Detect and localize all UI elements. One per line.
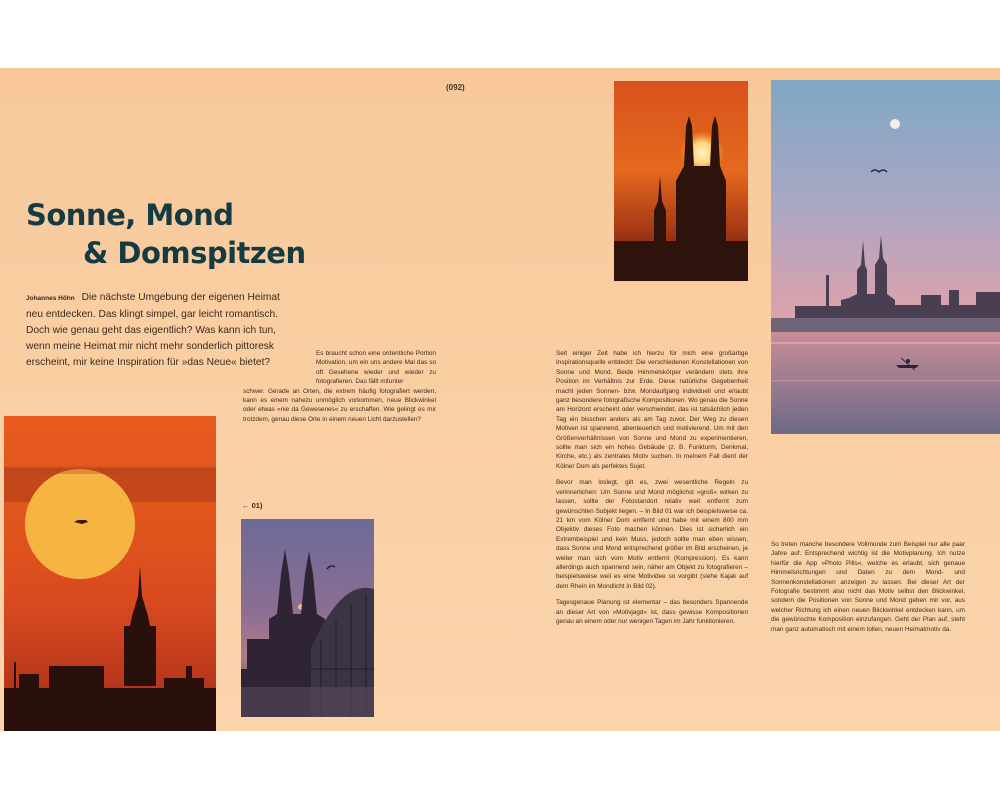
body-column-1 <box>243 349 436 424</box>
column-1-text: schwer. Gerade an Orten, die extrem häufig fotografiert werden, kann es einem nahezu unmöglich vorkommen, neue Blickwinkel oder etwas »nie da Gewesenes« zu erschaffen. Wie gelingt es mir trotzdem, genau diese Orte in einem neuen Licht darzustellen? <box>243 387 436 423</box>
column-2-paragraph-1: Seit einiger Zeit habe ich hierzu für mich eine großartige Inspirationsquelle entdeckt: Die verschiedenen Konstellationen von Sonne und Mond. Beide Himmelskörper verändern stets ihre Position im Verhältnis zur Erde. Diese natürliche Gegebenheit macht jeden Sonnen- bzw. Mondaufgang individuell und erlaubt ganz besondere fotografische Kompositionen. Wo genau die Sonne am Horizont erscheint oder verschwindet, das ist tatsächlich jeden Tag ein bisschen anders als am Tag zuvor. Der Weg zu diesen Motiven ist spannend, abenteuerlich und motivierend. Um mit den Größenverhältnissen von Sonne und Mond zu experimentieren, sollte man sich ein hohes Gebäude (z. B. Funkturm, Denkmal, Kirche, etc.) als zentrales Motiv suchen. In meinem Fall dient der Kölner Dom als perfektes Sujet. <box>556 350 748 470</box>
column-2-paragraph-2: Bevor man loslegt, gilt es, zwei wesentliche Regeln zu verinnerlichen: Um Sonne und Mond möglichst »groß« wirken zu lassen, sollte der Fotostandort relativ weit entfernt zum gewünschten Subjekt liegen. – In Bild 01 war ich beispielsweise ca. 21 km vom Kölner Dom entfernt und habe mit einem 800 mm Objektiv dieses Foto machen können. Dies ist sicherlich ein Extrembeispiel und kein Muss, jedoch sollte man eben wissen, dass Sonne und Mond entsprechend größer im Bild erscheinen, je weiter man sich vom Motiv entfernt (Kompression). Es kann allerdings auch spannend sein, näher am Objekt zu fotografieren – beispielsweise weil es eine Motividee so vorgibt (siehe Kajak auf dem Rhein im Mondlicht in Bild 02). <box>556 479 748 590</box>
photo-reference-caption: ← 01) <box>242 501 263 510</box>
photo-cathedral-sun-spires <box>614 81 748 281</box>
page-number: (092) <box>446 83 465 92</box>
column-3-paragraph-1: So treten manche besondere Vollmonde zum Beispiel nur alle paar Jahre auf. Entsprechend wichtig ist die Motivplanung. Ich nutze hierfür die App »Photo Pills«, welche es erlaubt, sich genaue Himmelsrichtungen und Daten zu dem Mond- und Sonnenkonstellationen anzeigen zu lassen. Bei dieser Art der Fotografie bestimmt also nicht das Motiv selbst den Blickwinkel, sondern die Positionen von Sonne und Mond geben mir vor, aus welcher Richtung ich einen neuen Blickwinkel entdecken kann, um die gewünschte Komposition einzufangen. Geht der Plan auf, steht man ganz automatisch mit einem tollen, neuen Heimatmotiv da. <box>771 541 965 633</box>
title-line-1: Sonne, Mond <box>26 198 234 232</box>
column-2-paragraph-3: Tagesgenaue Planung ist elementar – das besonders Spannende an dieser Art von »Motivjagd« ist, dass gewisse Kompositionen genau an einem oder nur wenigen Tagen im Jahr funktionieren. <box>556 599 748 625</box>
photo-cathedral-bridge-dusk <box>241 519 374 717</box>
body-column-2 <box>556 349 748 633</box>
lead-text: Die nächste Umgebung der eigenen Heimat neu entdecken. Das klingt simpel, gar leicht romantisch. Doch wie genau geht das eigentlich? Was kann ich tun, wenn meine Heimat mir nicht mehr sonderlich pittoresk erscheint, mir keine Inspiration für »das Neue« bietet? <box>26 292 280 368</box>
title-line-2: & Domspitzen <box>83 236 306 270</box>
article-title <box>26 196 306 272</box>
photo-sunset-big-sun <box>4 416 216 731</box>
magazine-spread <box>0 68 1000 731</box>
author-name: Johannes Höhn <box>26 295 75 302</box>
photo-moon-kayak-rhine <box>771 80 1000 434</box>
column-1-lead: Es braucht schon eine ordentliche Portion Motivation, um ein uns andere Mal das so oft Gesehene wieder und wieder zu fotografieren. Das fällt mitunter <box>316 350 436 386</box>
body-column-3 <box>771 540 965 641</box>
